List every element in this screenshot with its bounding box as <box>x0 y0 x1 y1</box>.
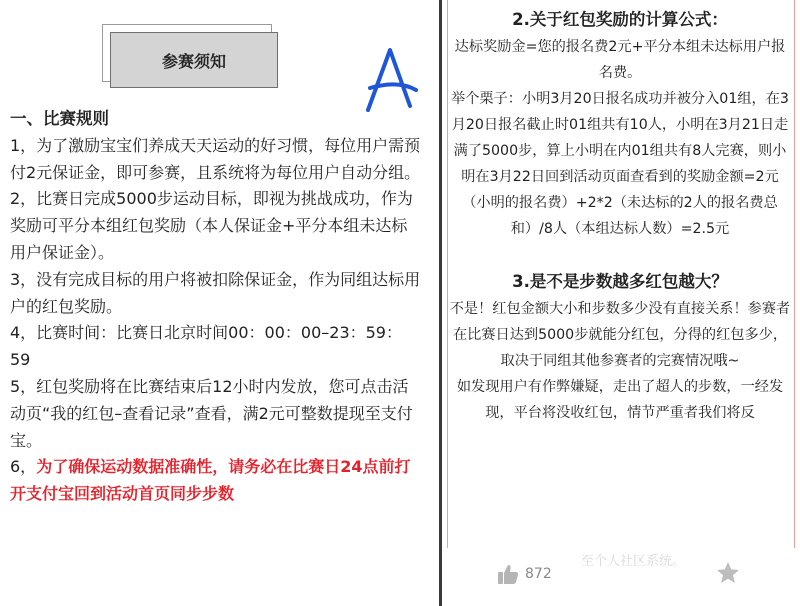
rule-item: 2，比赛日完成5000步运动目标，即视为挑战成功，作为奖励可平分本组红包奖励（本人保证金+平分本组未达标用户保证金）。 <box>10 189 413 262</box>
like-count: 872 <box>525 566 552 582</box>
section-3-line: 不是！红包金额大小和步数多少没有直接关系！参赛者在比赛日达到5000步就能分红包，分得的红包多少，取决于同组其他参赛者的完赛情况哦~ <box>449 301 791 369</box>
section-2-line: 达标奖励金=您的报名费2元+平分本组未达标用户报名费。 <box>454 39 786 81</box>
faq-content <box>449 6 791 426</box>
star-icon <box>715 560 741 586</box>
favorite-button[interactable] <box>715 560 741 586</box>
handwritten-letter-a <box>362 44 418 114</box>
section-3-line: 如发现用户有作弊嫌疑，走出了超人的步数，一经发现，平台将没收红包，情节严重者我们将反 <box>456 379 784 421</box>
rule-item: 1，为了激励宝宝们养成天天运动的好习惯，每位用户需预付2元保证金，即可参赛，且系统将为每位用户自动分组。 <box>10 135 421 182</box>
rule-item: 3，没有完成目标的用户将被扣除保证金，作为同组达标用户的红包奖励。 <box>10 269 421 316</box>
notice-title-box: 参赛须知 <box>110 32 278 88</box>
rules-heading: 一、比赛规则 <box>10 109 109 128</box>
faded-overlay-text: 至个人社区系统。 <box>580 554 685 569</box>
rule-6-warning: 为了确保运动数据准确性，请务必在比赛日24点前打开支付宝回到活动首页同步步数 <box>10 457 411 504</box>
rule-item-6 <box>10 454 422 508</box>
like-button[interactable] <box>497 562 552 586</box>
thumbs-up-icon <box>497 563 519 585</box>
frame-border-left <box>447 0 448 548</box>
rule-item: 4，比赛时间：比赛日北京时间00：00：00–23：59：59 <box>10 323 402 370</box>
right-panel <box>443 0 800 606</box>
panel-divider <box>439 0 442 606</box>
rule-6-number: 6， <box>10 457 37 477</box>
frame-border-right <box>794 0 795 548</box>
rule-item: 5，红包奖励将在比赛结束后12小时内发放，您可点击活动页“我的红包–查看记录”查看，满2元可整数提现至支付宝。 <box>10 376 413 450</box>
rules-section <box>10 106 422 508</box>
section-2-title: 2.关于红包奖励的计算公式： <box>512 10 728 29</box>
section-3-title: 3.是不是步数越多红包越大？ <box>512 272 728 291</box>
section-2-line: 举个栗子：小明3月20日报名成功并被分入01组，在3月20日报名截止时01组共有10人，小明在3月21日走满了5000步，算上小明在内01组共有8人完赛，则小明在3月22日回到活动页面查看到的奖励金额=2元（小明的报名费）+2*2（未达标的2人的报名费总和）/8人（本组达标人数）=2.5元 <box>451 91 789 237</box>
bottom-action-bar <box>443 548 800 606</box>
spacer <box>449 242 791 268</box>
